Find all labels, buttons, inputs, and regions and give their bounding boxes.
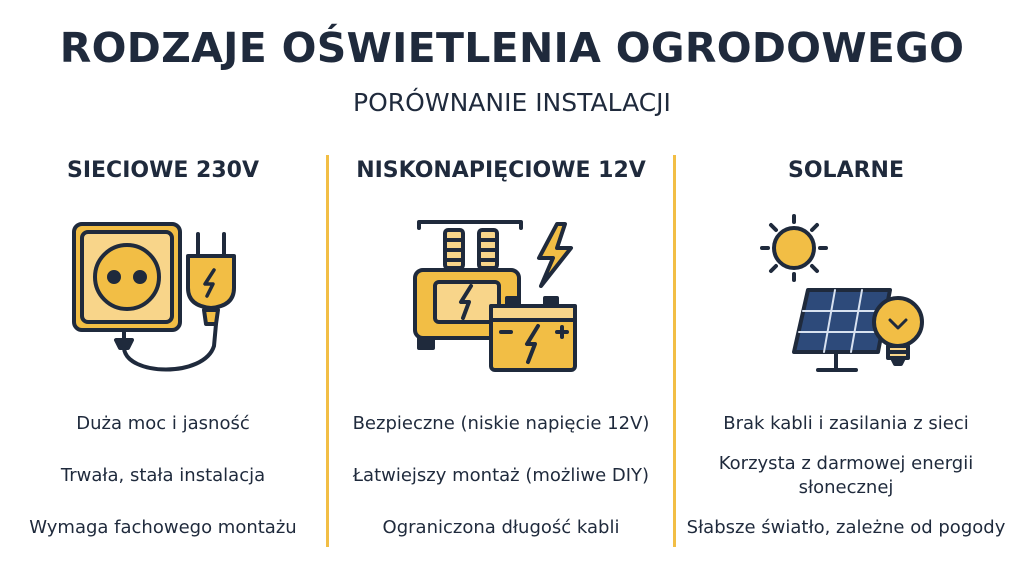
column-12v [329,150,673,560]
feature-item: Ograniczona długość kabli [382,517,620,538]
page-subtitle: PORÓWNANIE INSTALACJI [353,88,671,117]
page-title: RODZAJE OŚWIETLENIA OGRODOWEGO [59,24,965,72]
column-230v [0,150,326,560]
feature-item: Wymaga fachowego montażu [29,517,297,538]
feature-item: Duża moc i jasność [76,413,250,434]
solar-panel-icon [758,212,938,382]
feature-item: Korzysta z darmowej energii słonecznej [718,453,974,498]
column-title: SIECIOWE 230V [67,158,259,183]
column-title: SOLARNE [788,158,904,183]
socket-plug-icon [64,216,254,386]
feature-item: Bezpieczne (niskie napięcie 12V) [352,413,650,434]
column-title: NISKONAPIĘCIOWE 12V [356,158,646,183]
feature-item: Trwała, stała instalacja [60,465,266,486]
feature-item: Słabsze światło, zależne od pogody [686,517,1006,538]
column-solar [676,150,1016,560]
transformer-battery-icon [411,218,591,378]
feature-item: Brak kabli i zasilania z sieci [723,413,969,434]
feature-item: Łatwiejszy montaż (możliwe DIY) [352,465,650,486]
